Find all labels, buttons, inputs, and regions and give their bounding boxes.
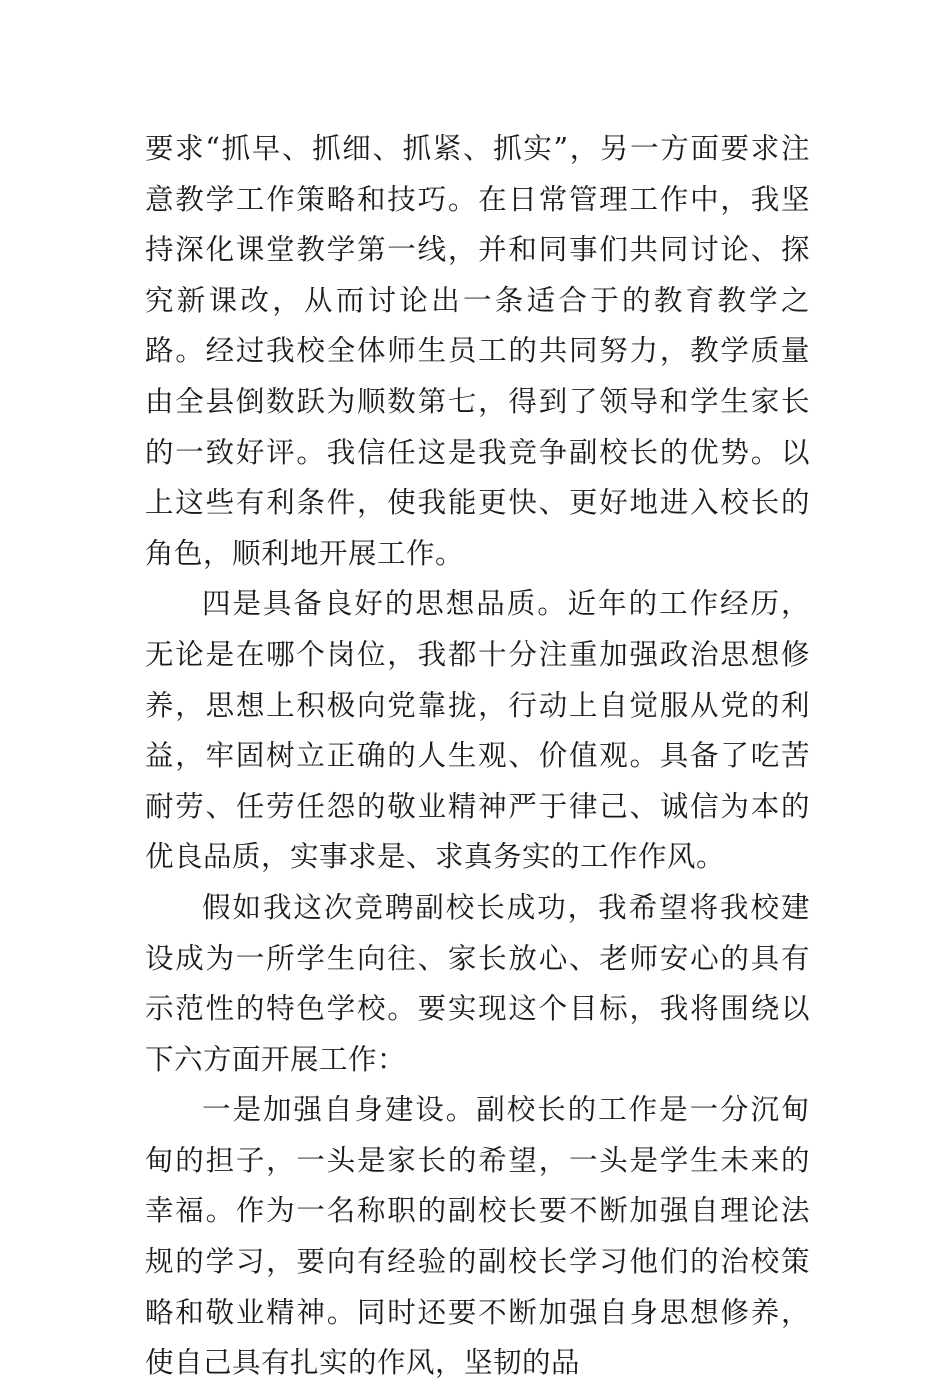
paragraph-self-building: 一是加强自身建设。副校长的工作是一分沉甸甸的担子，一头是家长的希望，一头是学生未来的幸福。作为一名称职的副校长要不断加强自理论法规的学习，要向有经验的副校长学习他们的治校策略和敬业精神。同时还要不断加强自身思想修养，使自己具有扎实的作风，坚韧的品: [145, 1093, 810, 1380]
paragraph-thought-quality: 四是具备良好的思想品质。近年的工作经历，无论是在哪个岗位，我都十分注重加强政治思想修养，思想上积极向党靠拢，行动上自觉服从党的利益，牢固树立正确的人生观、价值观。具备了吃苦耐劳、任劳任怨的敬业精神严于律己、诚信为本的优良品质，实事求是、求真务实的工作作风。: [145, 587, 810, 874]
paragraph-continuation: 要求“抓早、抓细、抓紧、抓实”，另一方面要求注意教学工作策略和技巧。在日常管理工作中，我坚持深化课堂教学第一线，并和同事们共同讨论、探究新课改，从而讨论出一条适合于的教育教学之路。经过我校全体师生员工的共同努力，教学质量由全县倒数跃为顺数第七，得到了领导和学生家长的一致好评。我信任这是我竞争副校长的优势。以上这些有利条件，使我能更快、更好地进入校长的角色，顺利地开展工作。: [145, 132, 810, 570]
document-body: [145, 124, 810, 1389]
paragraph-goal: 假如我这次竞聘副校长成功，我希望将我校建设成为一所学生向往、家长放心、老师安心的具有示范性的特色学校。要实现这个目标，我将围绕以下六方面开展工作：: [145, 890, 810, 1076]
